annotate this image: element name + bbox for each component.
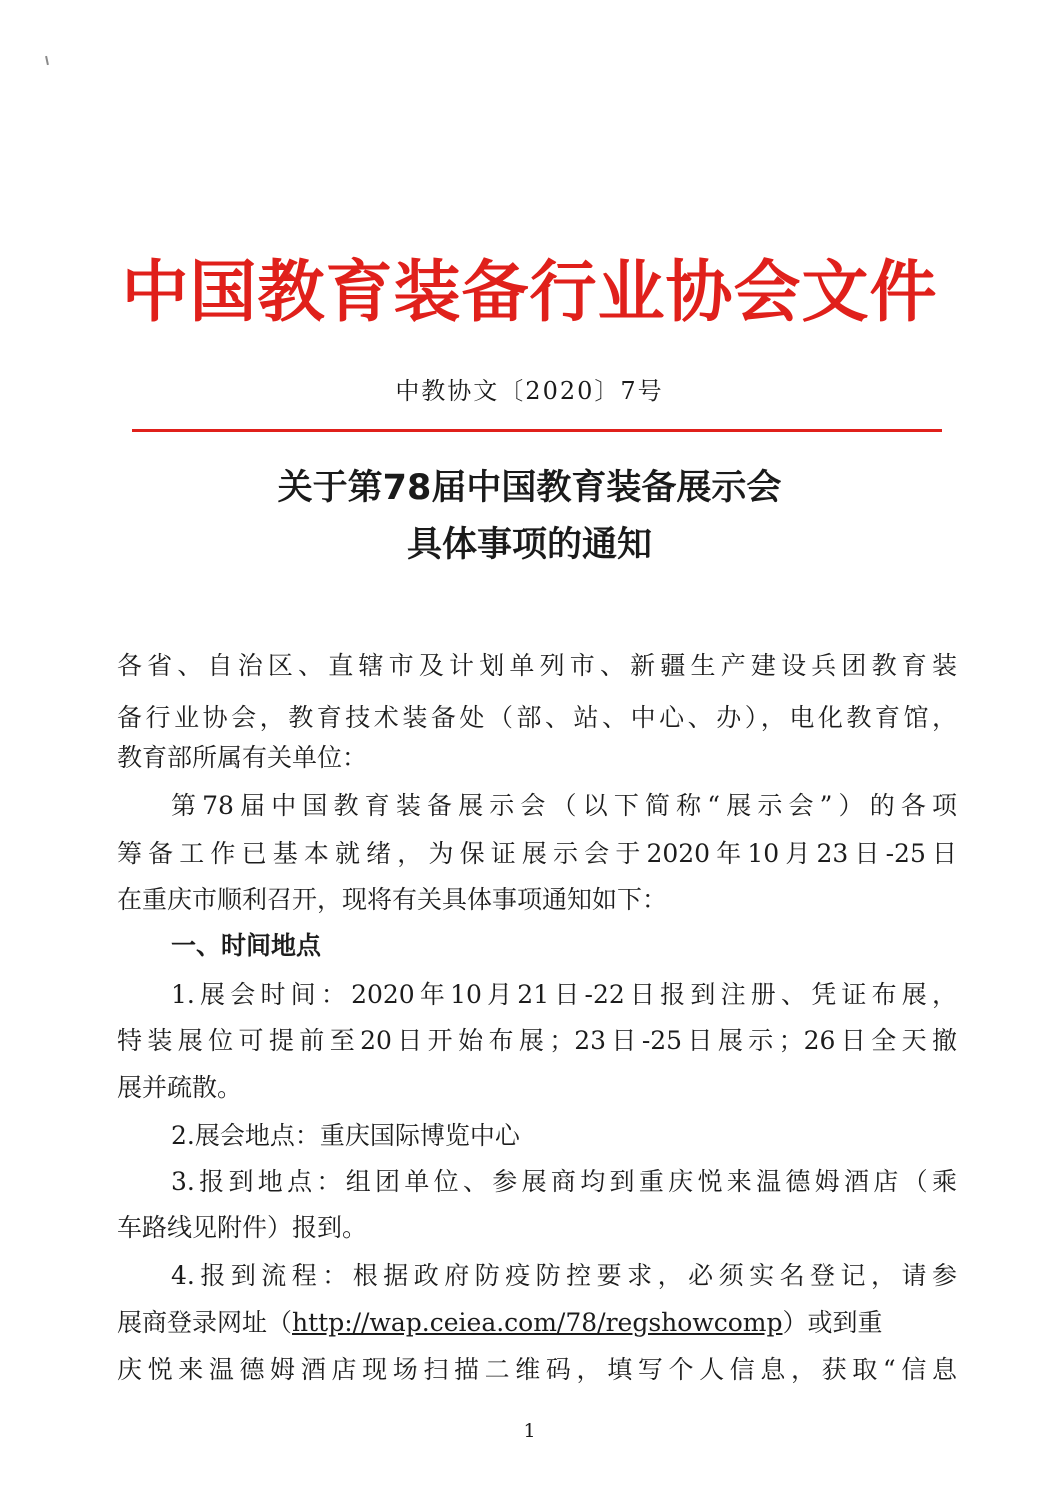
item-3-line: 车路线见附件）报到。	[117, 1213, 368, 1242]
item-4-line	[117, 1303, 957, 1343]
item-3-line: 3.报到地点：组团单位、参展商均到重庆悦来温德姆酒店（乘	[171, 1167, 957, 1196]
item-2-line: 2.展会地点：重庆国际博览中心	[171, 1121, 520, 1150]
addressee-line: 教育部所属有关单位：	[117, 743, 368, 772]
page-number: 1	[523, 1420, 536, 1442]
item-1-line: 展并疏散。	[117, 1073, 243, 1102]
notice-title-line-2: 具体事项的通知	[406, 525, 652, 565]
intro-line: 筹备工作已基本就绪，为保证展示会于2020年10月23日-25日	[117, 839, 957, 868]
item-4-text: 展商登录网址（	[117, 1308, 293, 1337]
scan-speck	[45, 56, 49, 65]
section-heading: 一、时间地点	[171, 931, 322, 960]
intro-line: 第78届中国教育装备展示会（以下简称“展示会”）的各项	[171, 791, 957, 820]
item-4-line: 4.报到流程：根据政府防疫防控要求，必须实名登记，请参	[171, 1261, 957, 1290]
addressee-line: 各省、自治区、直辖市及计划单列市、新疆生产建设兵团教育装	[117, 651, 957, 680]
document-number: 中教协文〔2020〕7号	[395, 377, 664, 405]
org-header-title: 中国教育装备行业协会文件	[121, 253, 938, 331]
addressee-line: 备行业协会，教育技术装备处（部、站、中心、办），电化教育馆，	[117, 703, 957, 732]
red-divider-line	[132, 429, 942, 432]
item-1-line: 特装展位可提前至20日开始布展；23日-25日展示；26日全天撤	[117, 1026, 957, 1055]
item-1-line: 1.展会时间：2020年10月21日-22日报到注册、凭证布展，	[171, 980, 957, 1009]
intro-line: 在重庆市顺利召开，现将有关具体事项通知如下：	[117, 885, 668, 914]
registration-url-link[interactable]: http://wap.ceiea.com/78/regshowcomp	[292, 1308, 783, 1337]
item-4-line: 庆悦来温德姆酒店现场扫描二维码，填写个人信息，获取“信息	[117, 1355, 957, 1384]
item-4-text: ）或到重	[782, 1308, 883, 1337]
notice-title-line-1: 关于第78届中国教育装备展示会	[277, 468, 782, 508]
